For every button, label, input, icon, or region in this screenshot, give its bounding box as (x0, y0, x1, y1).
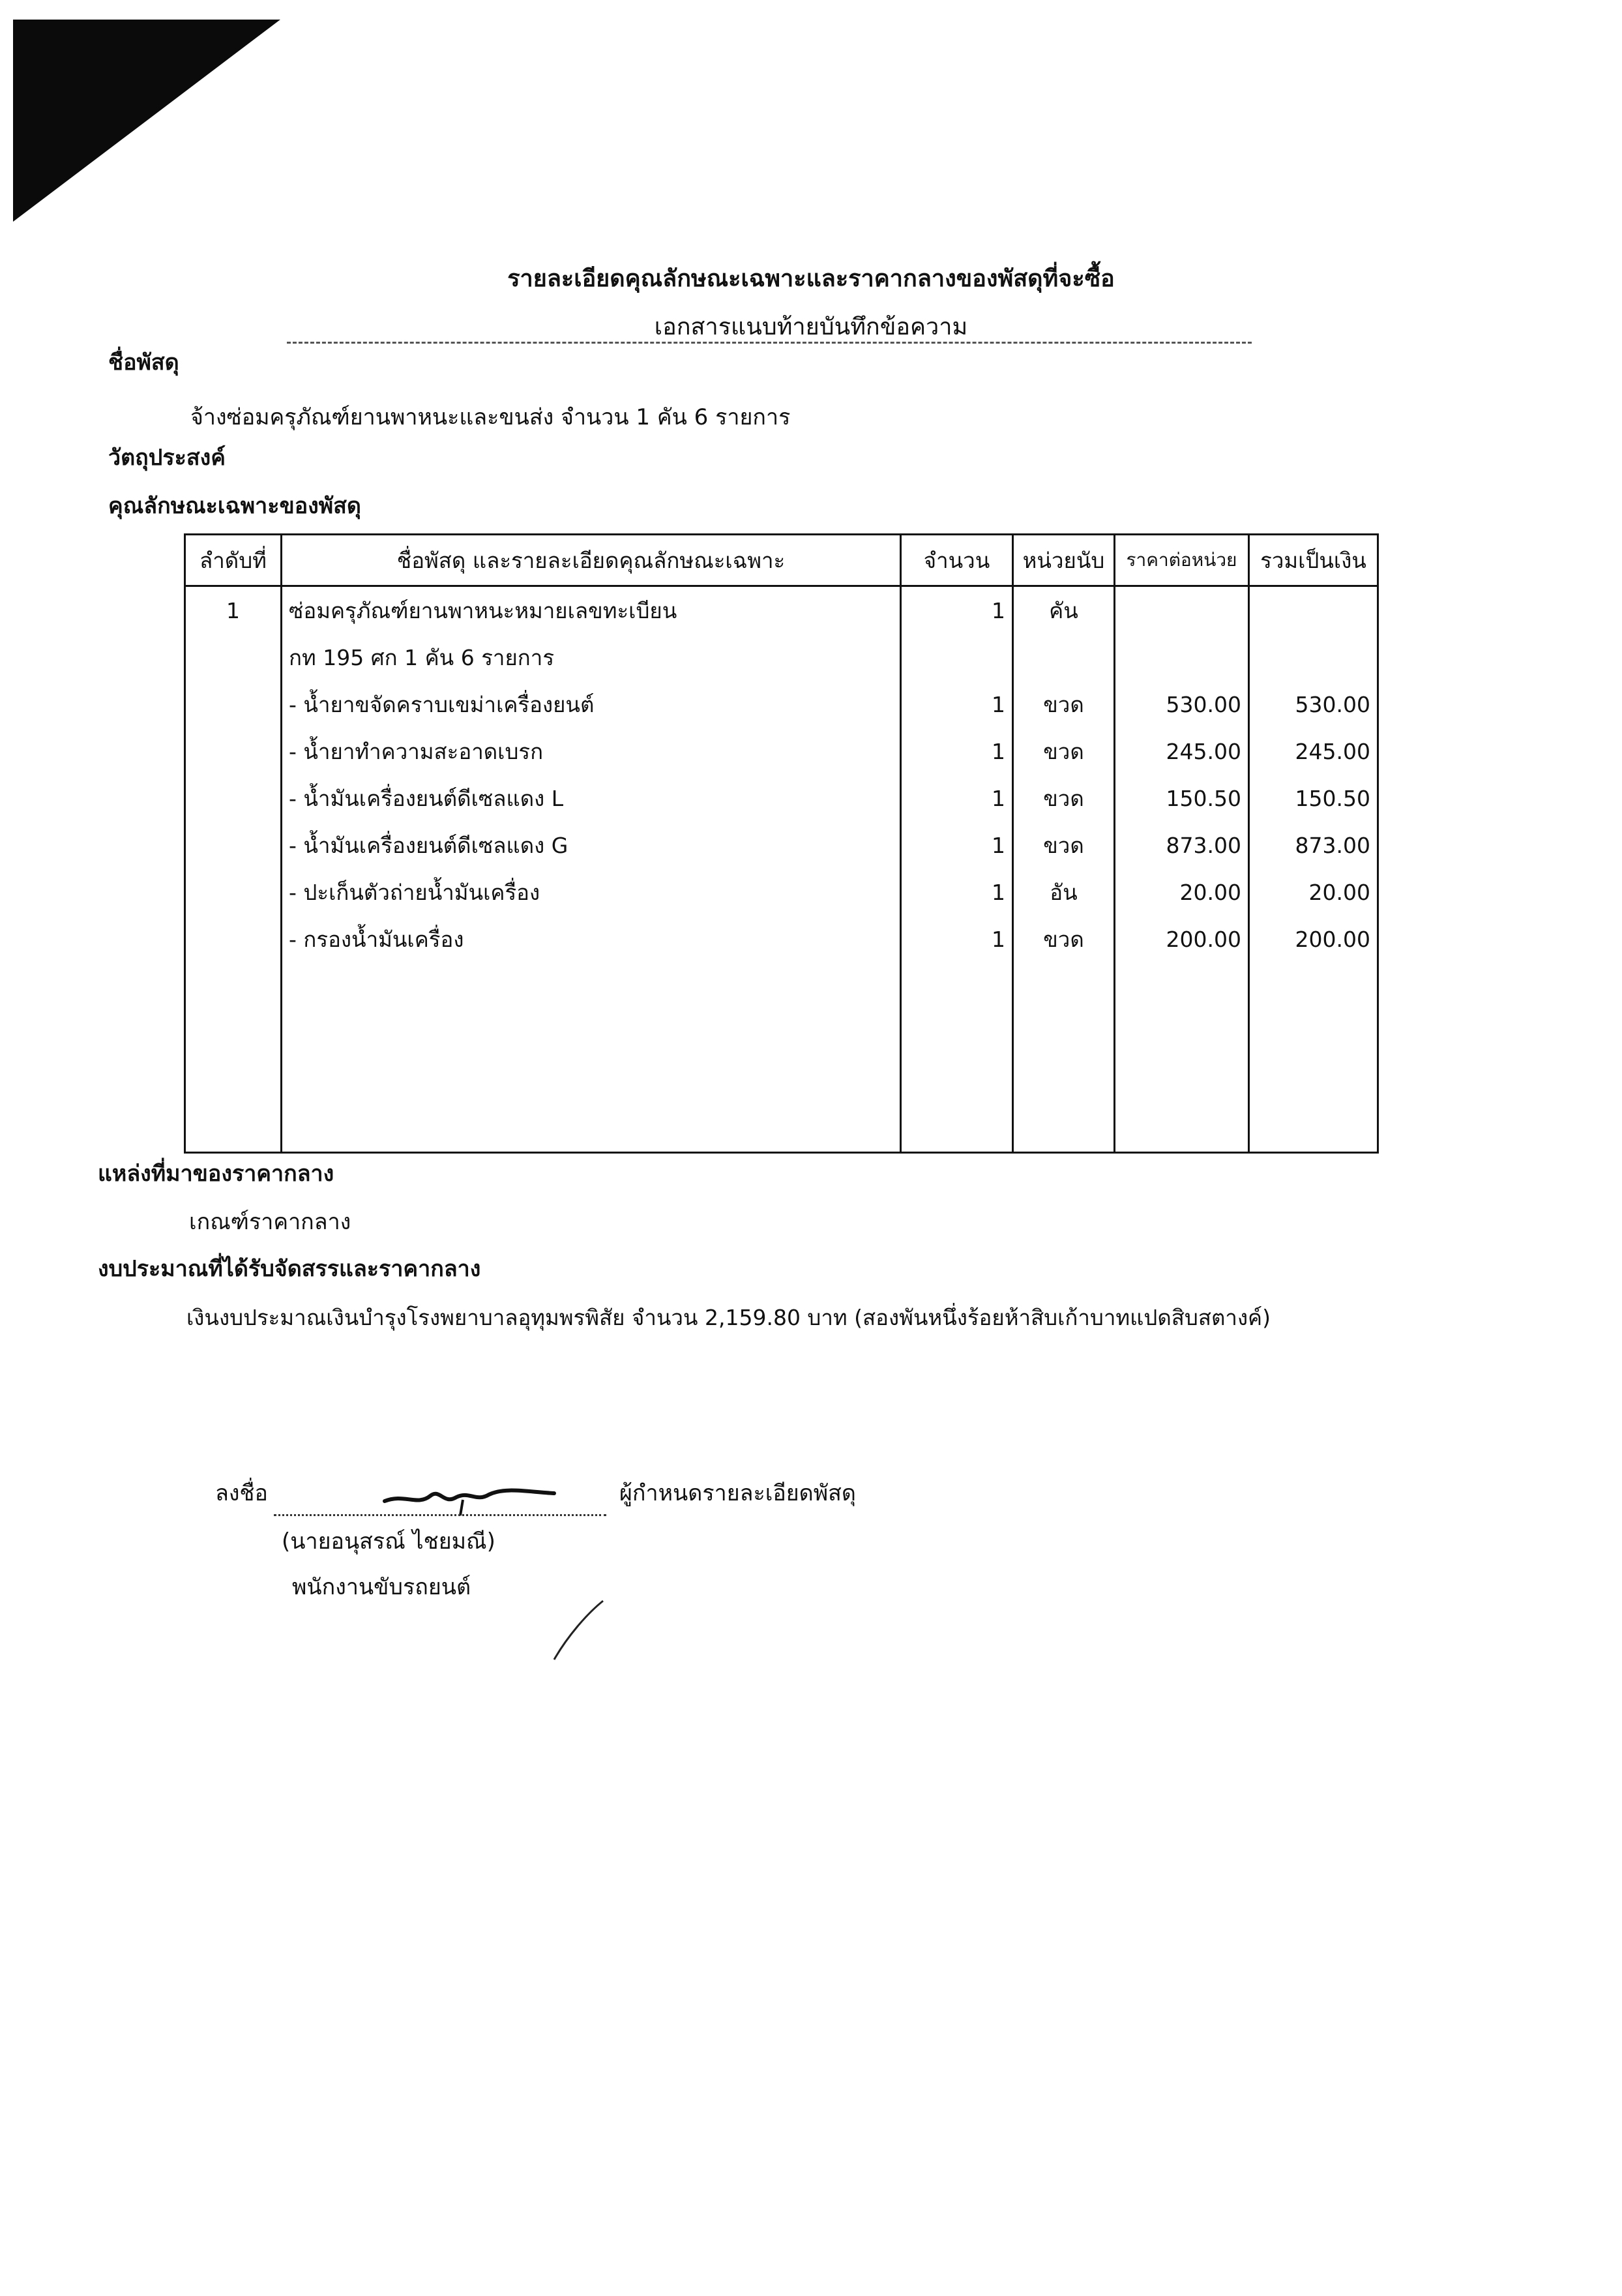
empty-cell (1013, 962, 1115, 1153)
row-name: - ปะเก็นตัวถ่ายน้ำมันเครื่อง (282, 869, 901, 916)
signer-name: (นายอนุสรณ์ ไชยมณี) (282, 1528, 495, 1555)
empty-cell (185, 916, 282, 962)
col-no-header: ลำดับที่ (185, 535, 282, 586)
row-qty: 1 (901, 869, 1013, 916)
row-total: 20.00 (1249, 869, 1378, 916)
table-row (185, 916, 1378, 962)
table-row (185, 634, 1378, 681)
table-row (185, 822, 1378, 869)
col-qty-header: จำนวน (901, 535, 1013, 586)
table-row-blank (185, 962, 1378, 1153)
row-qty: 1 (901, 775, 1013, 822)
table-row (185, 586, 1378, 634)
signature-line (274, 1514, 606, 1516)
row-total: 200.00 (1249, 916, 1378, 962)
empty-cell (1115, 962, 1249, 1153)
signer-position: พนักงานขับรถยนต์ (292, 1574, 471, 1600)
pen-mark (541, 1591, 619, 1669)
row-qty: 1 (901, 728, 1013, 775)
table-row (185, 869, 1378, 916)
empty-cell (1115, 634, 1249, 681)
item-name-value: จ้างซ่อมครุภัณฑ์ยานพาหนะและขนส่ง จำนวน 1 คัน 6 รายการ (190, 404, 791, 430)
main-item-unit: คัน (1013, 586, 1115, 634)
empty-cell (1249, 634, 1378, 681)
handwritten-signature (365, 1467, 574, 1519)
table-header-row (185, 535, 1378, 586)
col-total-header: รวมเป็นเงิน (1249, 535, 1378, 586)
row-qty: 1 (901, 822, 1013, 869)
main-item-qty: 1 (901, 586, 1013, 634)
table-row (185, 775, 1378, 822)
row-unit: ขวด (1013, 822, 1115, 869)
empty-cell (185, 869, 282, 916)
col-unit-header: หน่วยนับ (1013, 535, 1115, 586)
document-subtitle: เอกสารแนบท้ายบันทึกข้อความ (654, 314, 968, 340)
row-total: 245.00 (1249, 728, 1378, 775)
budget-heading: งบประมาณที่ได้รับจัดสรรและราคากลาง (98, 1256, 481, 1282)
col-unit-price-header: ราคาต่อหน่วย (1115, 535, 1249, 586)
item-name-heading: ชื่อพัสดุ (108, 350, 179, 376)
row-total: 530.00 (1249, 681, 1378, 728)
empty-cell (1013, 634, 1115, 681)
row-unit-price: 530.00 (1115, 681, 1249, 728)
row-unit-price: 200.00 (1115, 916, 1249, 962)
empty-cell (901, 962, 1013, 1153)
specification-heading: คุณลักษณะเฉพาะของพัสดุ (108, 493, 361, 519)
main-item-line1: ซ่อมครุภัณฑ์ยานพาหนะหมายเลขทะเบียน (282, 586, 901, 634)
row-total: 873.00 (1249, 822, 1378, 869)
row-name: - น้ำยาทำความสะอาดเบรก (282, 728, 901, 775)
sign-label: ลงชื่อ (215, 1480, 268, 1506)
price-source-heading: แหล่งที่มาของราคากลาง (98, 1161, 334, 1187)
empty-cell (185, 962, 282, 1153)
row-qty: 1 (901, 916, 1013, 962)
empty-cell (185, 634, 282, 681)
empty-cell (185, 681, 282, 728)
row-total: 150.50 (1249, 775, 1378, 822)
row-unit: ขวด (1013, 916, 1115, 962)
main-item-line2: กท 195 ศก 1 คัน 6 รายการ (282, 634, 901, 681)
main-item-no: 1 (185, 586, 282, 634)
empty-cell (185, 775, 282, 822)
col-name-header: ชื่อพัสดุ และรายละเอียดคุณลักษณะเฉพาะ (282, 535, 901, 586)
price-source-value: เกณฑ์ราคากลาง (189, 1209, 351, 1235)
row-unit: อัน (1013, 869, 1115, 916)
signer-role: ผู้กำหนดรายละเอียดพัสดุ (619, 1480, 856, 1506)
row-name: - กรองน้ำมันเครื่อง (282, 916, 901, 962)
row-unit: ขวด (1013, 681, 1115, 728)
empty-cell (185, 728, 282, 775)
row-name: - น้ำยาขจัดคราบเขม่าเครื่องยนต์ (282, 681, 901, 728)
row-unit-price: 150.50 (1115, 775, 1249, 822)
row-unit-price: 20.00 (1115, 869, 1249, 916)
subtitle-rule (287, 342, 1252, 344)
row-qty: 1 (901, 681, 1013, 728)
table-row (185, 728, 1378, 775)
objective-heading: วัตถุประสงค์ (108, 445, 226, 471)
empty-cell (282, 962, 901, 1153)
row-unit-price: 245.00 (1115, 728, 1249, 775)
document-title: รายละเอียดคุณลักษณะเฉพาะและราคากลางของพัสดุที่จะซื้อ (507, 265, 1115, 292)
row-unit: ขวด (1013, 728, 1115, 775)
table-row (185, 681, 1378, 728)
empty-cell (185, 822, 282, 869)
row-name: - น้ำมันเครื่องยนต์ดีเซลแดง G (282, 822, 901, 869)
row-unit: ขวด (1013, 775, 1115, 822)
row-name: - น้ำมันเครื่องยนต์ดีเซลแดง L (282, 775, 901, 822)
main-item-total (1249, 586, 1378, 634)
main-item-unit-price (1115, 586, 1249, 634)
empty-cell (901, 634, 1013, 681)
row-unit-price: 873.00 (1115, 822, 1249, 869)
specification-table (184, 533, 1379, 1154)
budget-value: เงินงบประมาณเงินบำรุงโรงพยาบาลอุทุมพรพิสัย จำนวน 2,159.80 บาท (สองพันหนึ่งร้อยห้าสิบเก้าบาทแปดสิบสตางค์) (186, 1305, 1271, 1330)
empty-cell (1249, 962, 1378, 1153)
scan-corner-shadow (0, 0, 287, 235)
